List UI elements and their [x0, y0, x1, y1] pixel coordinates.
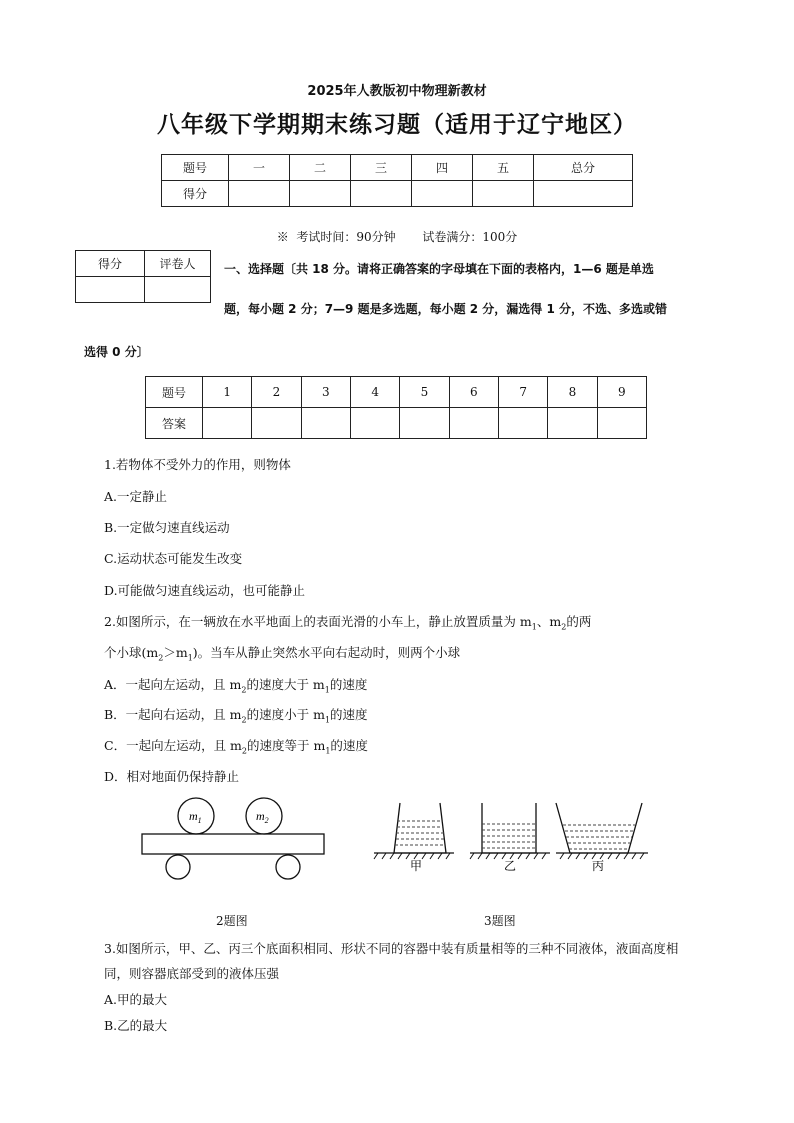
answer-table-number: 3: [301, 377, 350, 408]
grader-box: [75, 250, 211, 303]
score-table-header-cell: 题号: [162, 155, 229, 181]
container-bing: [556, 803, 648, 859]
answer-table-number: 6: [449, 377, 498, 408]
question-2-stem-line-2: 个小球$(m_2>m_1)$。当车从静止突然水平向右起动时，则两个小球: [104, 645, 461, 663]
ball-m2-label: $m_2$: [256, 809, 269, 825]
question-1-option-c: C.运动状态可能发生改变: [104, 551, 243, 566]
question-2-option-c: C．一起向左运动，且 $m_2$的速度等于 $m_1$的速度: [104, 738, 368, 756]
cart-wheel-left: [166, 855, 190, 879]
score-table-header-cell: 一: [229, 155, 290, 181]
grader-name-label: 评卷人: [145, 251, 211, 277]
answer-table: [145, 376, 647, 439]
container-jia: [374, 803, 454, 859]
question-3-stem-line-1: 3.如图所示，甲、乙、丙三个底面积相同、形状不同的容器中装有质量相等的三种不同液体，液面高度相: [104, 941, 679, 956]
score-table-header-cell: 二: [290, 155, 351, 181]
answer-cell[interactable]: [301, 408, 350, 439]
answer-table-number: 5: [400, 377, 449, 408]
figure-2-cart-diagram: [130, 792, 340, 887]
answer-table-number: 2: [252, 377, 301, 408]
answer-table-number: 9: [597, 377, 646, 408]
score-table: [161, 154, 633, 207]
ball-m1-label: $m_1$: [189, 809, 202, 825]
answer-table-number: 8: [548, 377, 597, 408]
question-2-option-d: D．相对地面仍保持静止: [104, 769, 240, 784]
answer-cell[interactable]: [400, 408, 449, 439]
answer-cell[interactable]: [597, 408, 646, 439]
figure-3-caption: 3题图: [484, 914, 516, 928]
answer-cell[interactable]: [548, 408, 597, 439]
question-2-option-a: A．一起向左运动，且 $m_2$的速度大于 $m_1$的速度: [104, 677, 368, 695]
question-3-option-b: B.乙的最大: [104, 1018, 168, 1033]
answer-table-number: 4: [350, 377, 399, 408]
answer-cell[interactable]: [449, 408, 498, 439]
score-table-header-cell: 四: [412, 155, 473, 181]
answer-table-number: 1: [203, 377, 252, 408]
section-1-line-3: 选得 0 分〕: [84, 345, 149, 359]
score-cell[interactable]: [290, 181, 351, 207]
question-1-option-d: D.可能做匀速直线运动，也可能静止: [104, 583, 306, 598]
question-3-stem-line-2: 同，则容器底部受到的液体压强: [104, 966, 280, 981]
question-3-option-a: A.甲的最大: [104, 992, 168, 1007]
answer-cell[interactable]: [203, 408, 252, 439]
section-1-line-2: 题，每小题 2 分；7—9 题是多选题，每小题 2 分，漏选得 1 分，不选、多选或错: [224, 302, 667, 316]
section-1-line-1: 一、选择题〔共 18 分。请将正确答案的字母填在下面的表格内，1—6 题是单选: [224, 262, 654, 276]
score-cell[interactable]: [351, 181, 412, 207]
container-label-bing: 丙: [592, 859, 605, 873]
score-table-header-cell: 三: [351, 155, 412, 181]
container-label-yi: 乙: [504, 859, 517, 873]
answer-table-number: 7: [498, 377, 547, 408]
answer-cell[interactable]: [498, 408, 547, 439]
grader-name-cell[interactable]: [145, 277, 211, 303]
score-table-header-cell: 五: [473, 155, 534, 181]
answer-cell[interactable]: [252, 408, 301, 439]
score-table-header-cell: 总分: [534, 155, 633, 181]
answer-cell[interactable]: [350, 408, 399, 439]
question-2-stem-line-1: 2.如图所示，在一辆放在水平地面上的表面光滑的小车上，静止放置质量为 $m_1$、$m_2$的两: [104, 614, 592, 632]
score-table-row-label: 得分: [162, 181, 229, 207]
cart-wheel-right: [276, 855, 300, 879]
score-cell[interactable]: [534, 181, 633, 207]
grader-score-cell[interactable]: [76, 277, 145, 303]
exam-subtitle: 2025年人教版初中物理新教材: [307, 84, 487, 99]
cart-body: [142, 834, 324, 854]
container-label-jia: 甲: [410, 859, 423, 873]
question-1-option-b: B.一定做匀速直线运动: [104, 520, 230, 535]
figure-3-containers-diagram: [370, 798, 652, 874]
exam-info: ※ 考试时间：90分钟 试卷满分：100分: [276, 230, 518, 244]
score-cell[interactable]: [229, 181, 290, 207]
container-yi: [470, 803, 550, 859]
score-cell[interactable]: [412, 181, 473, 207]
answer-table-answer-label: 答案: [146, 408, 203, 439]
question-2-option-b: B．一起向右运动，且 $m_2$的速度小于 $m_1$的速度: [104, 707, 368, 725]
question-1-stem: 1.若物体不受外力的作用，则物体: [104, 457, 291, 472]
grader-score-label: 得分: [76, 251, 145, 277]
question-1-option-a: A.一定静止: [104, 489, 168, 504]
answer-table-header-label: 题号: [146, 377, 203, 408]
figure-2-caption: 2题图: [216, 914, 248, 928]
score-cell[interactable]: [473, 181, 534, 207]
exam-title: 八年级下学期期末练习题（适用于辽宁地区）: [157, 112, 637, 138]
